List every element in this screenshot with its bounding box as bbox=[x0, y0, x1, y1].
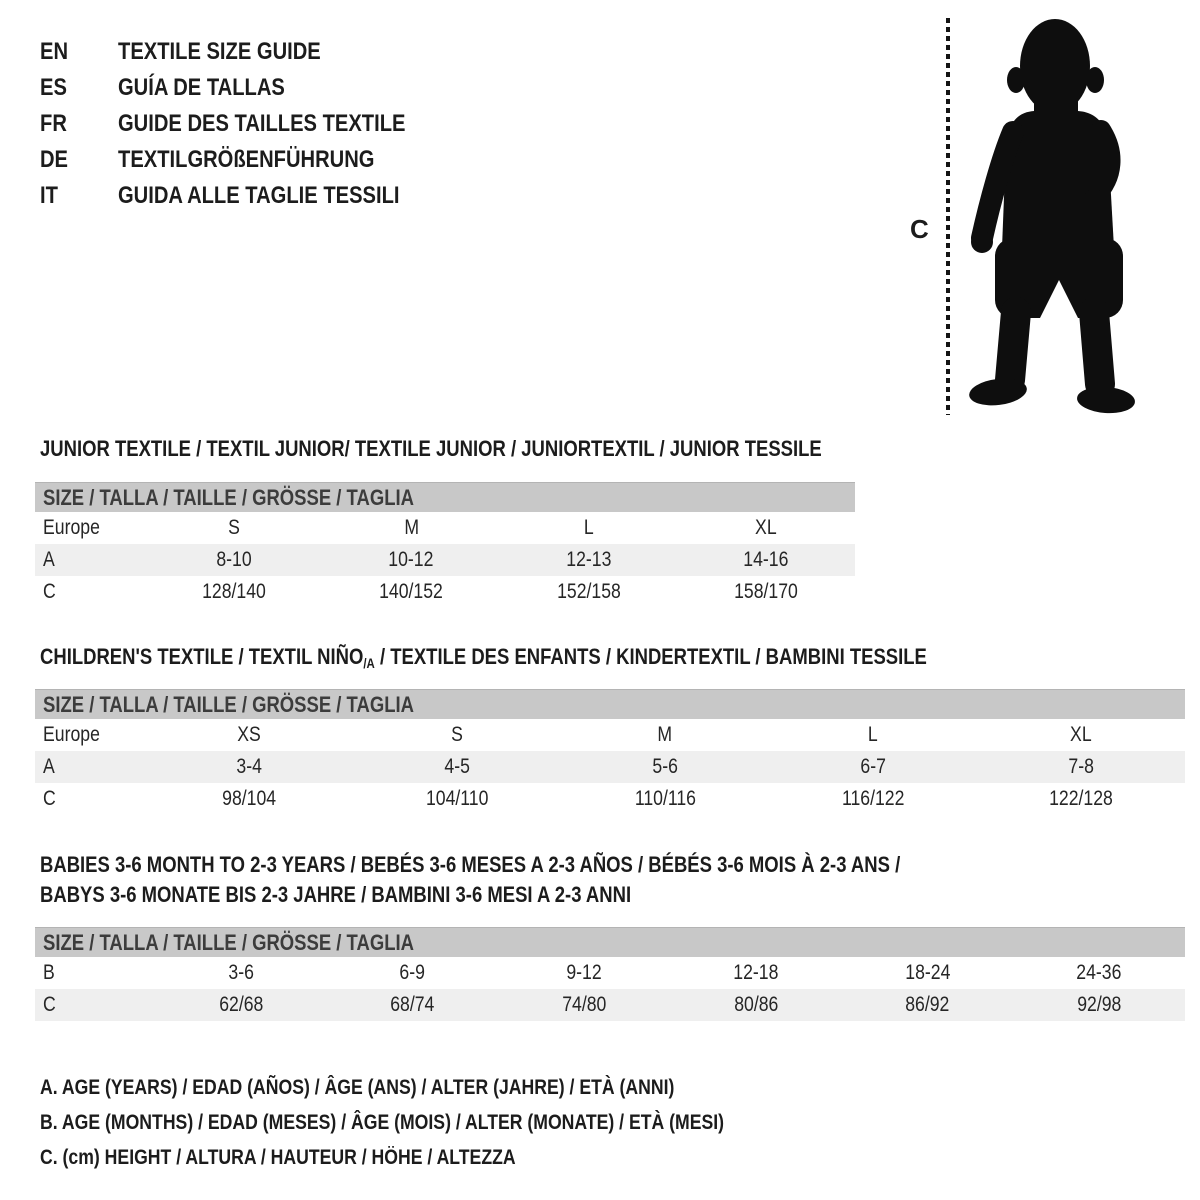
height-value: 110/116 bbox=[634, 787, 696, 810]
age-value: 3-4 bbox=[236, 755, 262, 778]
lang-row-en bbox=[40, 34, 460, 70]
nino-a-subscript: /A bbox=[363, 655, 375, 671]
height-value: 122/128 bbox=[1049, 787, 1113, 810]
size-value: XL bbox=[1070, 723, 1092, 746]
table-row-europe bbox=[35, 512, 855, 544]
age-value: 14-16 bbox=[743, 548, 789, 571]
lang-title: TEXTILGRÖßENFÜHRUNG bbox=[118, 146, 375, 173]
height-value: 158/170 bbox=[734, 580, 799, 603]
size-value: S bbox=[451, 723, 463, 746]
row-label: C bbox=[43, 787, 56, 810]
height-value: 62/68 bbox=[218, 993, 263, 1016]
lang-code: IT bbox=[40, 182, 58, 209]
size-header-banner: SIZE / TALLA / TAILLE / GRÖSSE / TAGLIA bbox=[35, 689, 1185, 719]
age-value: 24-36 bbox=[1076, 961, 1122, 984]
babies-section-title: BABIES 3-6 MONTH TO 2-3 YEARS / BEBÉS 3-6 MESES A 2-3 AÑOS / BÉBÉS 3-6 MOIS À 2-3 ANS / BABYS 3-6 MONATE BIS 2-3 JAHRE / BAMBINI 3-6 MESI A 2-3 ANNI bbox=[40, 852, 901, 907]
lang-row-fr bbox=[40, 106, 460, 142]
table-row-age-years bbox=[35, 544, 855, 576]
lang-title: GUIDA ALLE TAGLIE TESSILI bbox=[118, 182, 400, 209]
height-value: 68/74 bbox=[390, 993, 435, 1016]
age-value: 5-6 bbox=[652, 755, 678, 778]
size-value: XS bbox=[237, 723, 261, 746]
row-label: B bbox=[43, 961, 55, 984]
junior-section-title: JUNIOR TEXTILE / TEXTIL JUNIOR/ TEXTILE JUNIOR / JUNIORTEXTIL / JUNIOR TESSILE bbox=[40, 436, 822, 461]
size-value: M bbox=[403, 516, 419, 539]
age-value: 10-12 bbox=[388, 548, 434, 571]
lang-row-it bbox=[40, 178, 460, 214]
row-label: C bbox=[43, 993, 56, 1016]
height-value: 98/104 bbox=[222, 787, 276, 810]
children-size-table bbox=[35, 689, 1185, 815]
age-value: 8-10 bbox=[216, 548, 252, 571]
lang-title: GUIDE DES TAILLES TEXTILE bbox=[118, 110, 406, 137]
table-row-height-cm bbox=[35, 576, 855, 608]
age-value: 4-5 bbox=[444, 755, 470, 778]
legend-line-a: A. AGE (YEARS) / EDAD (AÑOS) / ÂGE (ANS) / ALTER (JAHRE) / ETÀ (ANNI) bbox=[40, 1075, 675, 1099]
table-row-height-cm bbox=[35, 989, 1185, 1021]
height-value: 74/80 bbox=[562, 993, 607, 1016]
size-value: L bbox=[868, 723, 878, 746]
height-value: 92/98 bbox=[1077, 993, 1122, 1016]
size-value: L bbox=[583, 516, 594, 539]
junior-size-table bbox=[35, 482, 855, 608]
lang-code: EN bbox=[40, 38, 69, 65]
age-value: 3-6 bbox=[228, 961, 254, 984]
table-row-age-years bbox=[35, 751, 1185, 783]
size-header-banner: SIZE / TALLA / TAILLE / GRÖSSE / TAGLIA bbox=[35, 927, 1185, 957]
table-row-europe bbox=[35, 719, 1185, 751]
height-value: 104/110 bbox=[425, 787, 489, 810]
age-value: 12-13 bbox=[566, 548, 612, 571]
language-title-list bbox=[40, 34, 460, 214]
toddler-silhouette-icon bbox=[968, 16, 1146, 420]
height-value: 86/92 bbox=[905, 993, 950, 1016]
height-value: 152/158 bbox=[556, 580, 621, 603]
legend-line-b: B. AGE (MONTHS) / EDAD (MESES) / ÂGE (MOIS) / ALTER (MONATE) / ETÀ (MESI) bbox=[40, 1110, 725, 1134]
height-value: 140/152 bbox=[379, 580, 444, 603]
row-label: A bbox=[43, 755, 55, 778]
age-value: 18-24 bbox=[904, 961, 951, 984]
age-value: 6-9 bbox=[399, 961, 426, 984]
height-marker-label: C bbox=[910, 214, 929, 244]
lang-code: ES bbox=[40, 74, 67, 101]
age-value: 6-7 bbox=[860, 755, 886, 778]
row-label: Europe bbox=[43, 516, 100, 539]
lang-row-es bbox=[40, 70, 460, 106]
legend-line-c: C. (cm) HEIGHT / ALTURA / HAUTEUR / HÖHE / ALTEZZA bbox=[40, 1145, 516, 1169]
babies-size-table bbox=[35, 927, 1185, 1021]
children-section-title: CHILDREN'S TEXTILE / TEXTIL NIÑO/A / TEXTILE DES ENFANTS / KINDERTEXTIL / BAMBINI TESSILE bbox=[40, 644, 927, 671]
row-label: Europe bbox=[43, 723, 100, 746]
lang-code: FR bbox=[40, 110, 67, 137]
table-row-height-cm bbox=[35, 783, 1185, 815]
age-value: 7-8 bbox=[1068, 755, 1094, 778]
age-value: 9-12 bbox=[566, 961, 602, 984]
age-value: 12-18 bbox=[733, 961, 779, 984]
lang-title: GUÍA DE TALLAS bbox=[118, 74, 285, 101]
height-value: 116/122 bbox=[841, 787, 905, 810]
table-row-age-months bbox=[35, 957, 1185, 989]
row-label: A bbox=[43, 548, 55, 571]
size-value: XL bbox=[755, 516, 778, 539]
size-value: M bbox=[657, 723, 673, 746]
lang-row-de bbox=[40, 142, 460, 178]
legend bbox=[40, 1070, 854, 1175]
height-value: 128/140 bbox=[201, 580, 266, 603]
height-value: 80/86 bbox=[733, 993, 778, 1016]
row-label: C bbox=[43, 580, 56, 603]
size-value: S bbox=[227, 516, 240, 539]
lang-code: DE bbox=[40, 146, 69, 173]
lang-title: TEXTILE SIZE GUIDE bbox=[118, 38, 321, 65]
height-measure-dashed-line bbox=[946, 18, 950, 415]
size-header-banner: SIZE / TALLA / TAILLE / GRÖSSE / TAGLIA bbox=[35, 482, 855, 512]
